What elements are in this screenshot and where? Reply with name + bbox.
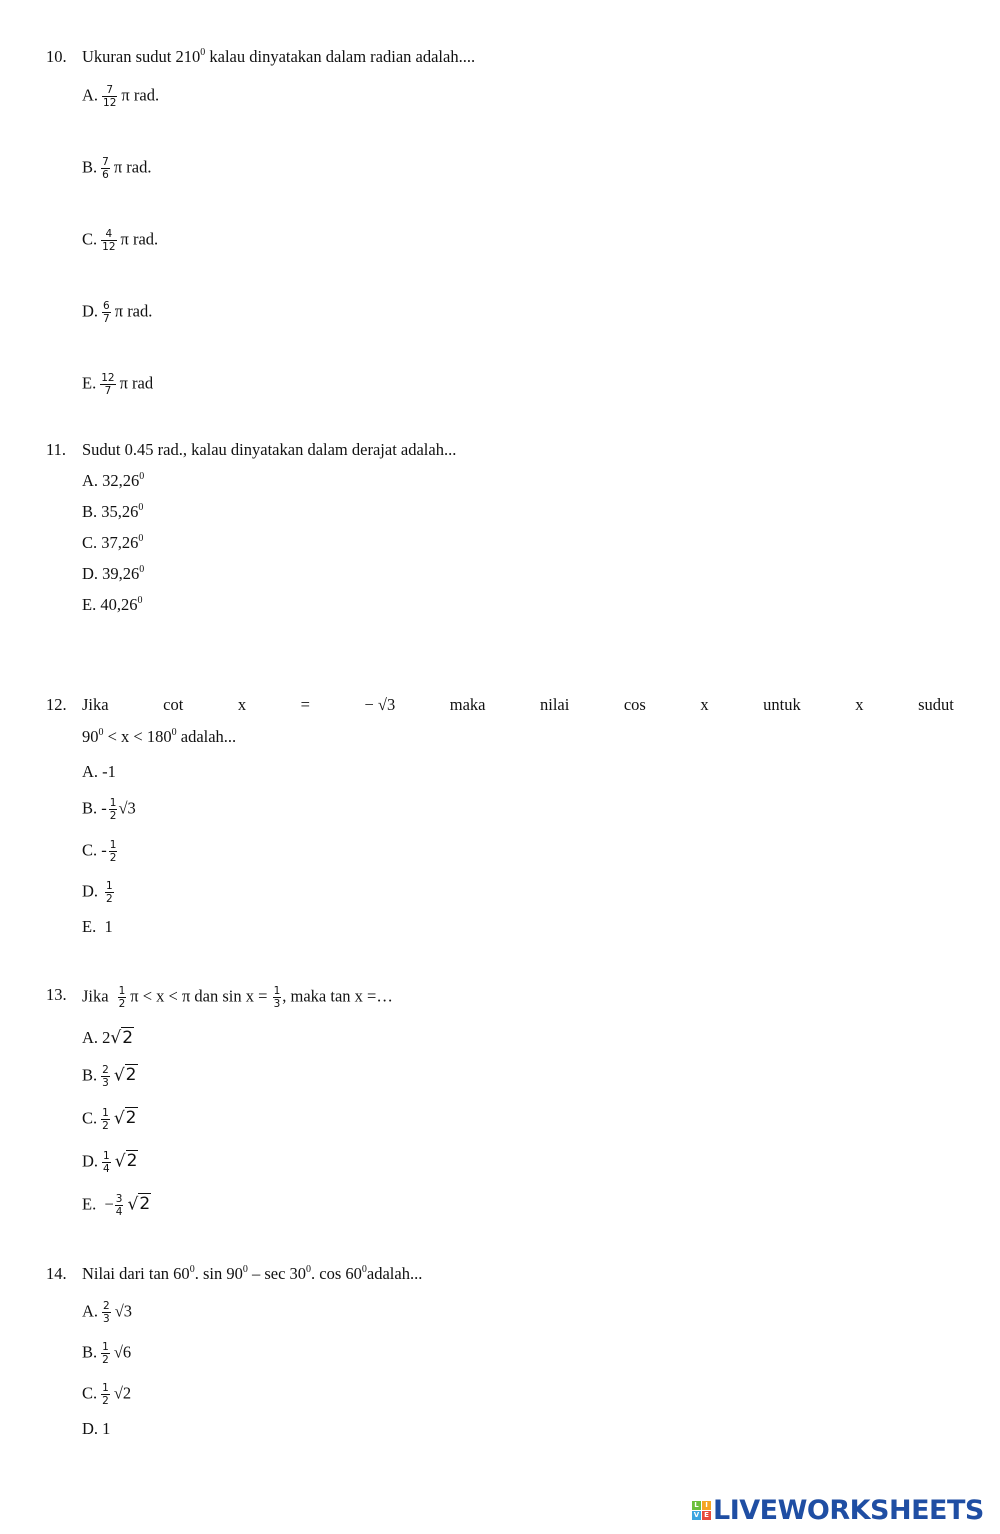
q13-option-e: E. − $\frac{3}{4}$ √2 xyxy=(82,1193,151,1218)
q11-option-a: A. 32,26$^0$ xyxy=(82,471,145,490)
fraction: $\frac{1}{2}$ xyxy=(109,839,117,864)
fraction: $\frac{1}{3}$ xyxy=(273,985,281,1010)
q12-option-b: B. - $\frac{1}{2}$ √3 xyxy=(82,797,136,822)
q11-option-b: B. 35,26$^0$ xyxy=(82,502,144,521)
q11-option-d: D. 39,26$^0$ xyxy=(82,564,145,583)
fraction: $\frac{1}{4}$ xyxy=(103,1150,110,1175)
fraction: $\frac{3}{4}$ xyxy=(115,1193,123,1218)
fraction: $\frac{7}{12}$ xyxy=(103,84,117,109)
q10-option-e: E. $\frac{12}{7}$ π rad xyxy=(82,372,154,397)
q13-option-b: B. $\frac{2}{3}$ √2 xyxy=(82,1064,137,1089)
q11-option-e: E. 40,26$^0$ xyxy=(82,595,143,614)
q14-option-a: A. $\frac{2}{3}$ √3 xyxy=(82,1300,133,1325)
q13-option-c: C. $\frac{1}{2}$ √2 xyxy=(82,1107,137,1132)
logo-text: LIVEWORKSHEETS xyxy=(713,1494,984,1526)
question-13-number: 13. xyxy=(46,985,67,1004)
square-root: √2 xyxy=(114,1151,138,1172)
fraction: $\frac{2}{3}$ xyxy=(102,1064,109,1089)
logo-mark-icon: L I V E xyxy=(692,1501,711,1520)
q13-option-d: D. $\frac{1}{4}$ √2 xyxy=(82,1150,138,1175)
square-root: √2 xyxy=(113,1108,137,1129)
q12-option-e: E. 1 xyxy=(82,917,113,936)
fraction: $\frac{1}{2}$ xyxy=(102,1382,109,1407)
q10-option-d: D. $\frac{6}{7}$ π rad. xyxy=(82,300,153,325)
q12-option-d: D. $\frac{1}{2}$ xyxy=(82,880,113,905)
fraction: $\frac{6}{7}$ xyxy=(103,300,110,325)
q14-option-d: D. 1 xyxy=(82,1419,111,1438)
fraction: $\frac{1}{2}$ xyxy=(109,797,117,822)
fraction: $\frac{7}{6}$ xyxy=(102,156,109,181)
q14-option-b: B. $\frac{1}{2}$ √6 xyxy=(82,1341,132,1366)
fraction: $\frac{1}{2}$ xyxy=(118,985,126,1010)
liveworksheets-logo xyxy=(692,1493,984,1527)
question-14-number: 14. xyxy=(46,1264,67,1283)
question-11-number: 11. xyxy=(46,440,67,459)
fraction: $\frac{1}{2}$ xyxy=(102,1341,109,1366)
question-14-text: Nilai dari $\tan 60^0$. $\sin 90^0$ – $\sec 30^0$. $\cos 60^0adalah$... xyxy=(82,1264,423,1283)
q10-option-a: A. $\frac{7}{12}$ π rad. xyxy=(82,84,160,109)
q10-option-b: B. $\frac{7}{6}$ π rad. xyxy=(82,156,152,181)
question-12-line2: $90^0 < x < 180^0$ adalah... xyxy=(82,727,237,746)
fraction: $\frac{12}{7}$ xyxy=(101,372,115,397)
question-10-text: Ukuran sudut $210^0$ kalau dinyatakan dalam radian adalah.... xyxy=(82,47,476,66)
fraction: $\frac{1}{2}$ xyxy=(102,1107,109,1132)
q14-option-c: C. $\frac{1}{2}$ √2 xyxy=(82,1382,132,1407)
question-10-number: 10. xyxy=(46,47,67,66)
q12-option-a: A. -1 xyxy=(82,762,116,781)
q13-option-a: A. 2√2 xyxy=(82,1028,134,1048)
question-11-text: Sudut 0.45 rad., kalau dinyatakan dalam derajat adalah... xyxy=(82,440,457,459)
question-12-line1: Jika cot x = − √3 maka nilai cos x untuk x sudut xyxy=(82,695,954,714)
q11-option-c: C. 37,26$^0$ xyxy=(82,533,144,552)
q12-option-c: C. - $\frac{1}{2}$ xyxy=(82,839,117,864)
square-root: √2 xyxy=(113,1065,137,1086)
square-root: √2 xyxy=(110,1028,134,1048)
fraction: $\frac{1}{2}$ xyxy=(106,880,113,905)
square-root: √2 xyxy=(127,1194,151,1215)
fraction: $\frac{4}{12}$ xyxy=(102,228,116,253)
question-13-text: Jika $\frac{1}{2}$ π < x < π dan sin x = $\frac{1}{3}$ , maka tan x =… xyxy=(82,985,393,1010)
q10-option-c: C. $\frac{4}{12}$ π rad. xyxy=(82,228,159,253)
fraction: $\frac{2}{3}$ xyxy=(103,1300,110,1325)
question-12-number: 12. xyxy=(46,695,67,714)
